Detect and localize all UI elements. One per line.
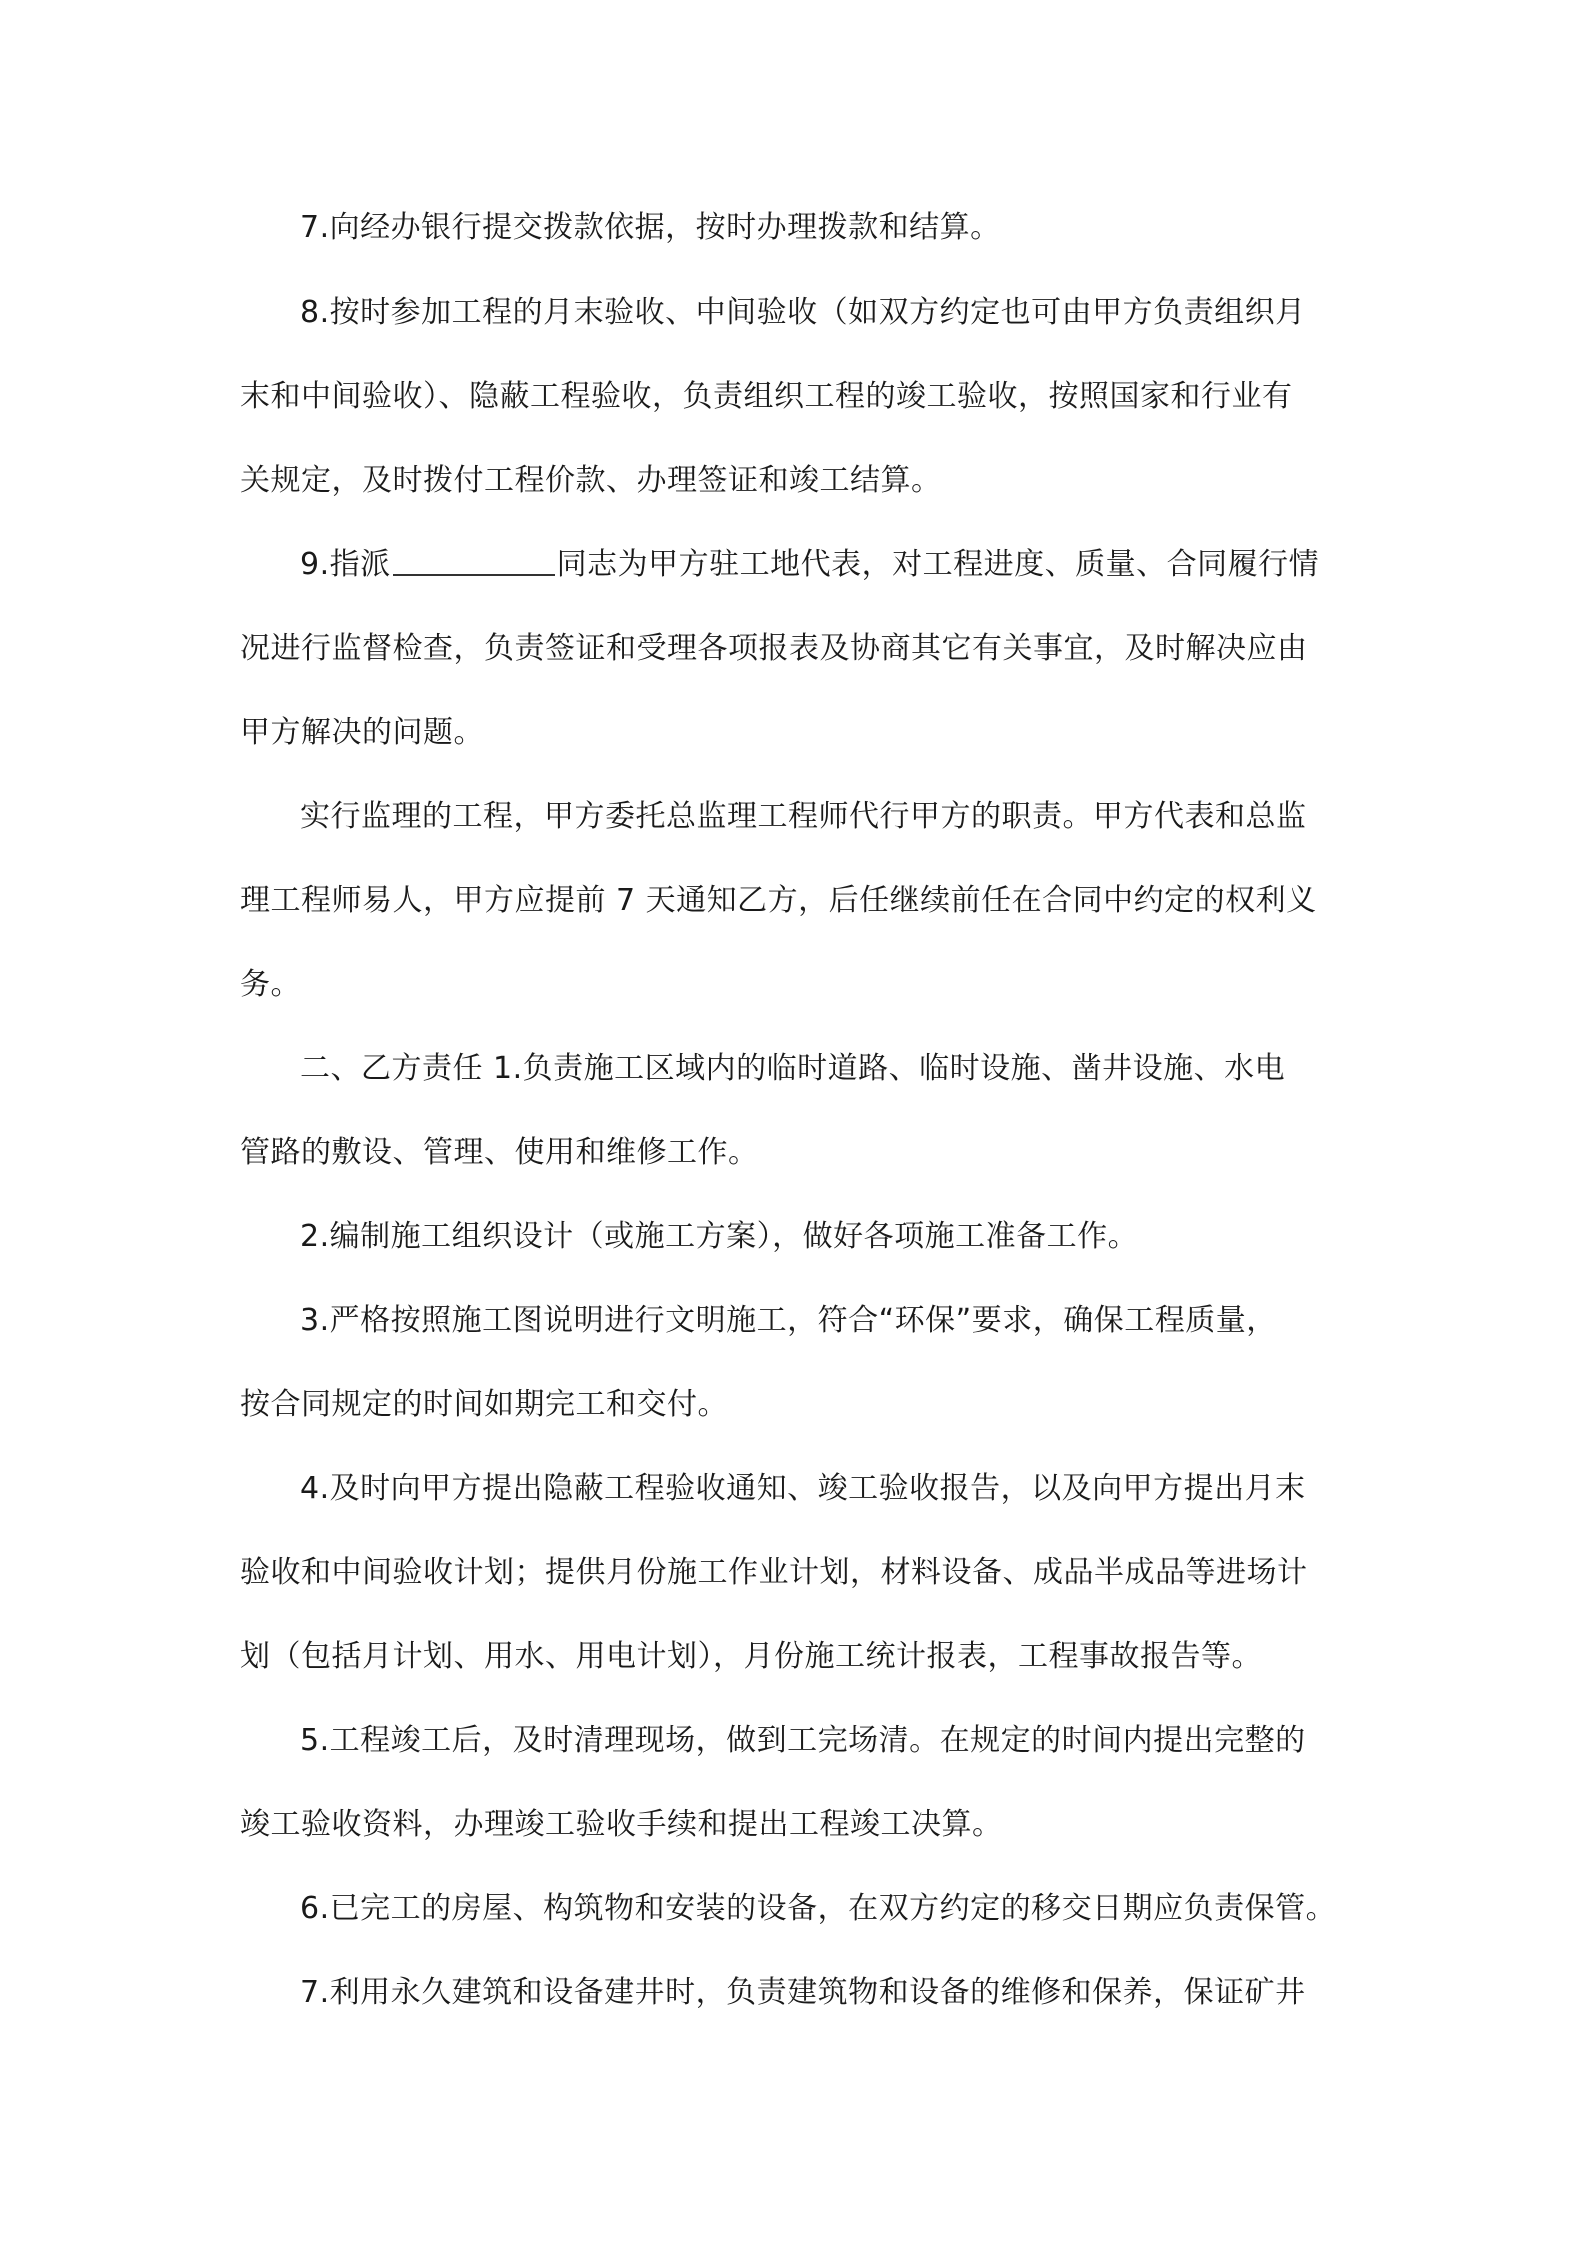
- text-line: 管路的敷设、管理、使用和维修工作。: [240, 1135, 759, 1170]
- fill-in-blank: [393, 544, 555, 576]
- text-line: 实行监理的工程，甲方委托总监理工程师代行甲方的职责。甲方代表和总监: [300, 799, 1307, 834]
- text-line: 二、乙方责任 1.负责施工区域内的临时道路、临时设施、凿井设施、水电: [300, 1051, 1286, 1086]
- text-line: 末和中间验收）、隐蔽工程验收，负责组织工程的竣工验收，按照国家和行业有: [240, 379, 1293, 414]
- text-line: 理工程师易人，甲方应提前 7 天通知乙方，后任继续前任在合同中约定的权利义: [240, 883, 1317, 918]
- text-line: 4.及时向甲方提出隐蔽工程验收通知、竣工验收报告，以及向甲方提出月末: [300, 1471, 1306, 1506]
- text-fragment: 同志为甲方驻工地代表，对工程进度、质量、合同履行情: [556, 547, 1320, 582]
- text-line: 划（包括月计划、用水、用电计划），月份施工统计报表，工程事故报告等。: [240, 1639, 1262, 1674]
- text-line: 7.向经办银行提交拨款依据，按时办理拨款和结算。: [300, 210, 1001, 245]
- text-fragment: 9.指派: [300, 547, 391, 582]
- text-line: 7.利用永久建筑和设备建井时，负责建筑物和设备的维修和保养，保证矿井: [300, 1975, 1306, 2010]
- text-line: 6.已完工的房屋、构筑物和安装的设备，在双方约定的移交日期应负责保管。: [300, 1891, 1337, 1926]
- text-line: 甲方解决的问题。: [240, 715, 484, 750]
- text-line: 况进行监督检查，负责签证和受理各项报表及协商其它有关事宜，及时解决应由: [240, 631, 1308, 666]
- text-line: 务。: [240, 967, 301, 1002]
- text-line: 按合同规定的时间如期完工和交付。: [240, 1387, 728, 1422]
- text-line: 竣工验收资料，办理竣工验收手续和提出工程竣工决算。: [240, 1807, 1003, 1842]
- text-line: 2.编制施工组织设计（或施工方案），做好各项施工准备工作。: [300, 1219, 1139, 1254]
- text-line: 验收和中间验收计划；提供月份施工作业计划，材料设备、成品半成品等进场计: [240, 1555, 1308, 1590]
- text-line: [300, 535, 1352, 595]
- text-line: 3.严格按照施工图说明进行文明施工，符合“环保”要求，确保工程质量，: [300, 1303, 1277, 1338]
- text-line: 5.工程竣工后，及时清理现场，做到工完场清。在规定的时间内提出完整的: [300, 1723, 1306, 1758]
- text-line: 8.按时参加工程的月末验收、中间验收（如双方约定也可由甲方负责组织月: [300, 295, 1306, 330]
- text-line: 关规定，及时拨付工程价款、办理签证和竣工结算。: [240, 463, 942, 498]
